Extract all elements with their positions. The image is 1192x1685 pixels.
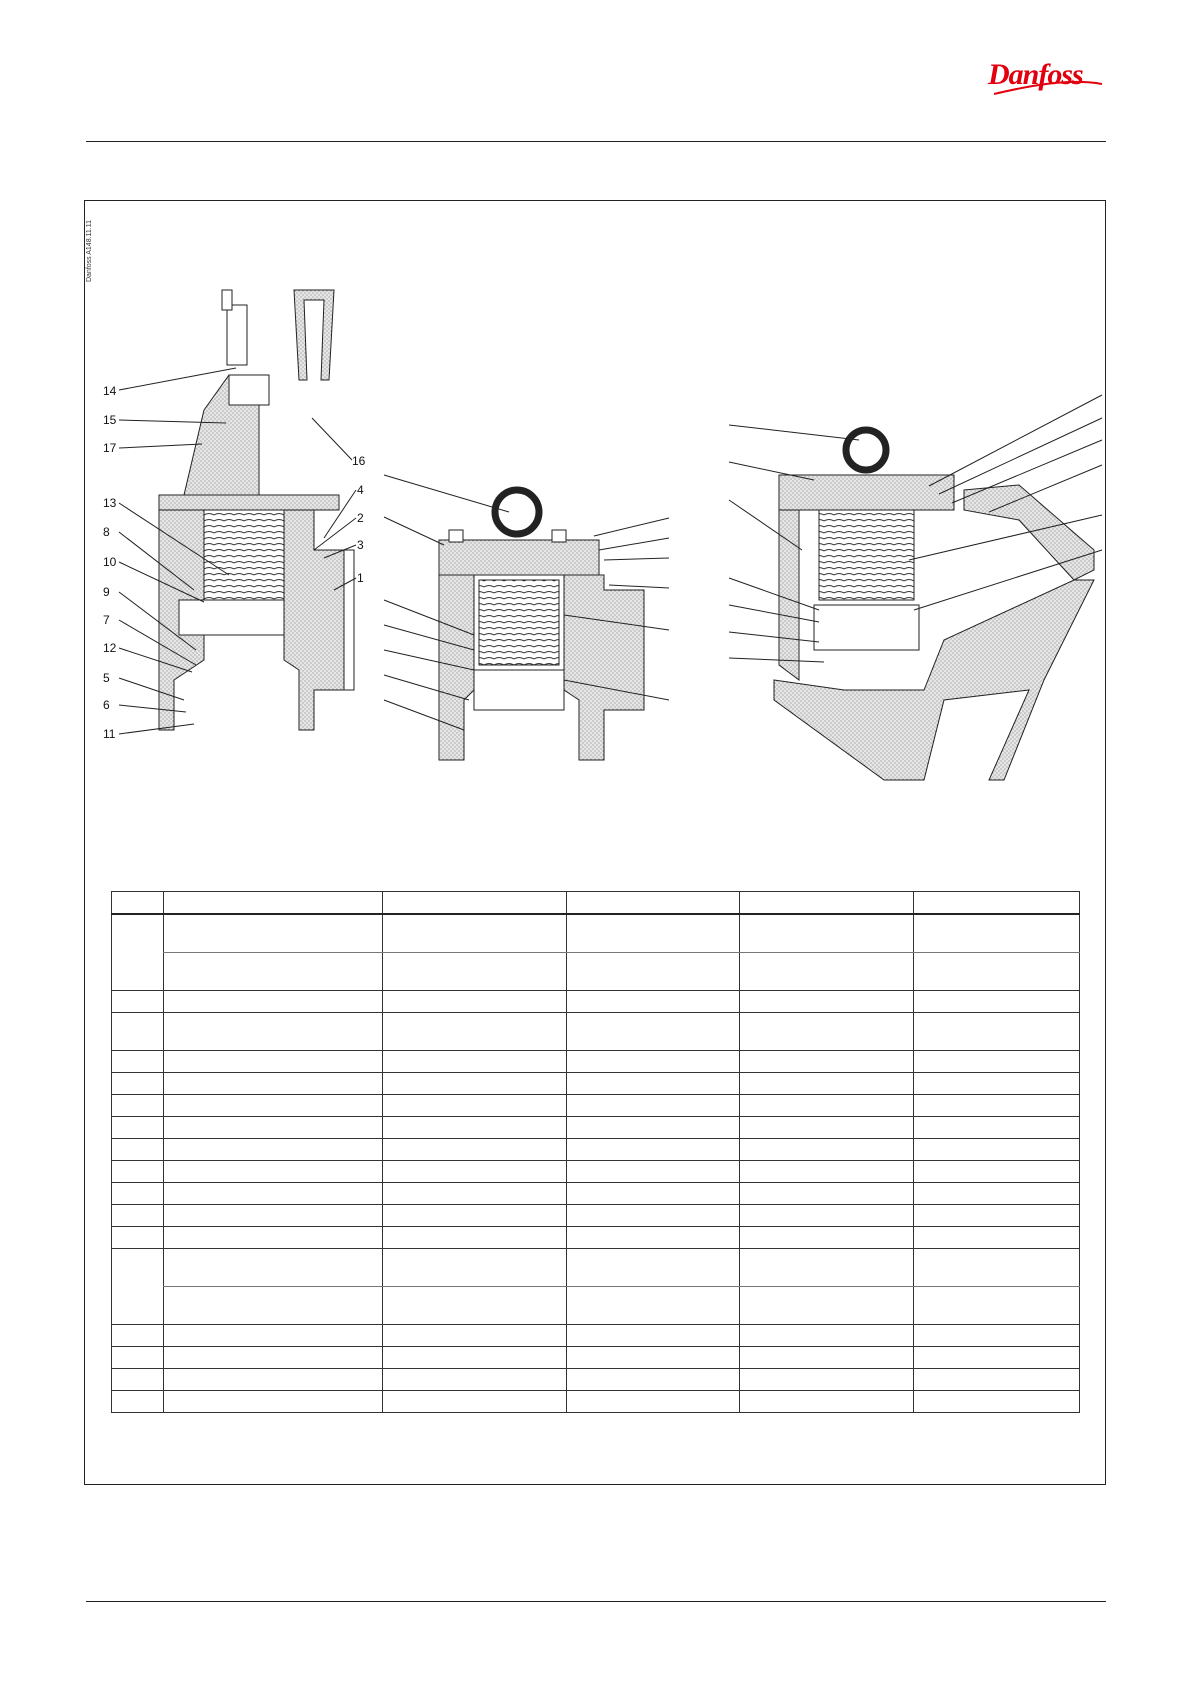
table-cell [740,1391,914,1413]
table-cell [914,1369,1080,1391]
table-cell [914,1227,1080,1249]
table-cell [740,953,914,991]
table-cell [164,991,383,1013]
callout-17: 17 [103,441,117,455]
table-cell [112,1369,164,1391]
table-cell [383,1139,567,1161]
table-cell [567,1369,740,1391]
table-cell [567,914,740,953]
header-cell [383,892,567,915]
callout-7: 7 [103,613,110,627]
table-cell [112,914,164,991]
table-cell [567,1325,740,1347]
callout-6: 6 [103,698,110,712]
table-cell [383,1161,567,1183]
table-cell [740,1249,914,1287]
table-cell [112,1139,164,1161]
table-cell [740,1139,914,1161]
table-cell [914,1139,1080,1161]
table-row [112,1161,1080,1183]
table-cell [383,1369,567,1391]
table-row [112,914,1080,953]
callout-16: 16 [352,454,366,468]
table-cell [740,1287,914,1325]
drawing-code: Danfoss A148.11.11 [86,219,93,282]
table-cell [567,1391,740,1413]
table-cell [112,1391,164,1413]
table-row [112,1183,1080,1205]
table-cell [740,1227,914,1249]
table-cell [914,1391,1080,1413]
callout-12: 12 [103,641,117,655]
table-cell [914,1117,1080,1139]
table-cell [914,1287,1080,1325]
parts-table [111,891,1080,1413]
table-cell [112,1205,164,1227]
table-cell [112,1013,164,1051]
table-cell [383,1347,567,1369]
table-cell [740,1325,914,1347]
callout-11: 11 [103,727,116,741]
header-cell [112,892,164,915]
table-cell [164,1139,383,1161]
table-cell [567,1205,740,1227]
table-cell [164,1347,383,1369]
table-cell [567,1227,740,1249]
table-cell [112,1227,164,1249]
table-cell [164,914,383,953]
table-cell [567,1139,740,1161]
table-row [112,1117,1080,1139]
table-cell [383,1249,567,1287]
table-cell [383,991,567,1013]
table-cell [112,1117,164,1139]
callout-3: 3 [357,538,364,552]
danfoss-logo [988,50,1106,100]
callout-10: 10 [103,555,117,569]
table-cell [914,1051,1080,1073]
callout-14: 14 [103,384,117,398]
header-cell [567,892,740,915]
table-row [112,1227,1080,1249]
table-row [112,1013,1080,1051]
table-cell [383,1051,567,1073]
table-cell [567,1117,740,1139]
table-cell [567,1249,740,1287]
table-cell [567,953,740,991]
table-cell [740,1095,914,1117]
table-cell [112,1183,164,1205]
table-cell [383,1325,567,1347]
table-cell [164,1161,383,1183]
table-cell [567,1287,740,1325]
table-cell [740,1117,914,1139]
table-row [112,1073,1080,1095]
table-cell [740,1205,914,1227]
table-cell [914,991,1080,1013]
table-row [112,1051,1080,1073]
table-cell [164,1205,383,1227]
table-row [112,1325,1080,1347]
table-cell [383,914,567,953]
table-cell [112,1249,164,1325]
callout-8: 8 [103,525,110,539]
table-cell [567,1051,740,1073]
table-cell [383,953,567,991]
table-cell [914,1073,1080,1095]
callout-15: 15 [103,413,117,427]
table-cell [740,991,914,1013]
table-cell [740,1051,914,1073]
table-cell [112,1161,164,1183]
table-cell [112,1051,164,1073]
drawing-1 [119,290,356,734]
table-cell [914,1161,1080,1183]
table-cell [567,1347,740,1369]
callout-9: 9 [103,585,110,599]
table-cell [740,1073,914,1095]
table-cell [164,1013,383,1051]
table-cell [740,1013,914,1051]
table-cell [164,1249,383,1287]
table-cell [164,1117,383,1139]
table-row [112,1249,1080,1287]
table-cell [383,1287,567,1325]
table-cell [164,1227,383,1249]
table-cell [164,1073,383,1095]
table-cell [164,1095,383,1117]
header-cell [914,892,1080,915]
table-cell [567,1095,740,1117]
valve-cross-section-drawings [84,260,1106,800]
table-row [112,1205,1080,1227]
table-cell [567,1183,740,1205]
table-row [112,1139,1080,1161]
table-row [112,1347,1080,1369]
callout-13: 13 [103,496,117,510]
callout-2: 2 [357,511,364,525]
table-cell [567,1161,740,1183]
table-cell [740,1369,914,1391]
table-row [112,1287,1080,1325]
logo-wordmark: Danfoss [988,58,1083,91]
table-header-row [112,892,1080,915]
table-cell [164,1183,383,1205]
table-cell [383,1095,567,1117]
table-row [112,953,1080,991]
table-cell [112,1325,164,1347]
table-cell [740,914,914,953]
callout-5: 5 [103,671,110,685]
table-cell [914,1013,1080,1051]
table-cell [567,1073,740,1095]
table-cell [914,953,1080,991]
table-cell [383,1183,567,1205]
table-cell [914,1249,1080,1287]
table-cell [383,1117,567,1139]
table-cell [164,953,383,991]
table-cell [112,1073,164,1095]
table-cell [740,1347,914,1369]
table-row [112,1095,1080,1117]
header-cell [740,892,914,915]
table-cell [383,1391,567,1413]
table-cell [383,1013,567,1051]
drawing-2 [384,475,669,760]
callout-1: 1 [357,571,364,585]
callout-4: 4 [357,483,364,497]
table-cell [914,1325,1080,1347]
table-cell [112,1347,164,1369]
table-cell [164,1369,383,1391]
table-cell [740,1183,914,1205]
table-cell [914,1205,1080,1227]
table-cell [740,1161,914,1183]
header-cell [164,892,383,915]
footer-rule [86,1601,1106,1602]
table-cell [914,914,1080,953]
table-row [112,991,1080,1013]
table-cell [164,1325,383,1347]
table-cell [112,991,164,1013]
table-cell [383,1227,567,1249]
drawing-3 [729,395,1102,780]
table-cell [567,991,740,1013]
table-row [112,1369,1080,1391]
table-cell [914,1347,1080,1369]
table-cell [164,1391,383,1413]
table-cell [567,1013,740,1051]
table-row [112,1391,1080,1413]
table-cell [112,1095,164,1117]
table-cell [383,1073,567,1095]
table-cell [383,1205,567,1227]
table-cell [164,1051,383,1073]
table-cell [914,1095,1080,1117]
header-rule [86,141,1106,142]
table-cell [914,1183,1080,1205]
table-cell [164,1287,383,1325]
